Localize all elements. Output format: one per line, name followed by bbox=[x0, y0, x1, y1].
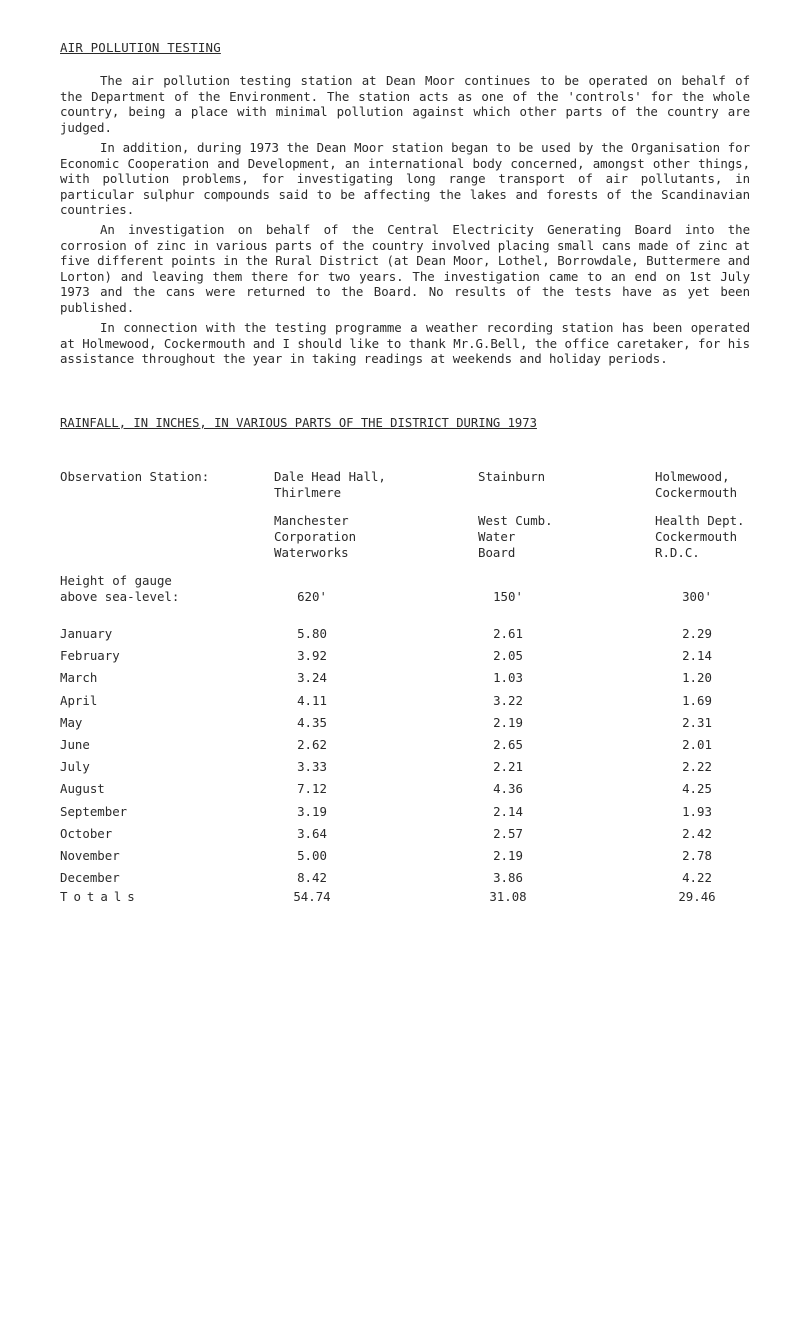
month-label: July bbox=[60, 759, 90, 774]
rainfall-value-station-2: 2.19 bbox=[493, 848, 523, 863]
rainfall-value-station-2: 2.57 bbox=[493, 826, 523, 841]
rainfall-value-station-2: 2.61 bbox=[493, 626, 523, 641]
rainfall-value-station-3: 1.93 bbox=[682, 804, 712, 819]
month-label: November bbox=[60, 848, 120, 863]
month-label: May bbox=[60, 715, 83, 730]
rainfall-value-station-3: 1.20 bbox=[682, 670, 712, 685]
station-1-owner-line2: Corporation bbox=[274, 529, 357, 544]
station-2-owner-line2: Water bbox=[478, 529, 516, 544]
section-heading: AIR POLLUTION TESTING bbox=[60, 40, 221, 55]
station-2-total: 31.08 bbox=[489, 889, 527, 904]
paragraph-dean-moor: The air pollution testing station at Dean Moor continues to be operated on behalf of the Department of the Environment. The station acts as one of the 'controls' for the whole country, being a place with minimal pollution against which other parts of the country are judged. bbox=[60, 73, 750, 135]
station-1-name: Dale Head Hall, bbox=[274, 469, 386, 484]
rainfall-value-station-2: 4.36 bbox=[493, 781, 523, 796]
rainfall-value-station-3: 2.14 bbox=[682, 648, 712, 663]
month-label: September bbox=[60, 804, 128, 819]
rainfall-value-station-3: 2.42 bbox=[682, 826, 712, 841]
month-label: December bbox=[60, 870, 120, 885]
station-3-height: 300' bbox=[682, 589, 712, 604]
rainfall-value-station-1: 3.24 bbox=[297, 670, 327, 685]
station-1-owner-line3: Waterworks bbox=[274, 545, 349, 560]
station-3-name-line2: Cockermouth bbox=[655, 485, 738, 500]
rainfall-value-station-2: 2.05 bbox=[493, 648, 523, 663]
station-1-height: 620' bbox=[297, 589, 327, 604]
rainfall-value-station-1: 2.62 bbox=[297, 737, 327, 752]
rainfall-value-station-2: 3.22 bbox=[493, 693, 523, 708]
station-3-name: Holmewood, bbox=[655, 469, 730, 484]
rainfall-value-station-3: 4.22 bbox=[682, 870, 712, 885]
station-2-owner-line3: Board bbox=[478, 545, 516, 560]
station-3-owner-line3: R.D.C. bbox=[655, 545, 700, 560]
rainfall-value-station-3: 1.69 bbox=[682, 693, 712, 708]
paragraph-weather-station: In connection with the testing programme a weather recording station has been operated at Holmewood, Cockermouth and I should like to thank Mr.G.Bell, the office caretaker, for his assistance throughout the year in taking readings at weekends and holiday periods. bbox=[60, 320, 750, 367]
month-label: October bbox=[60, 826, 113, 841]
rainfall-value-station-2: 2.21 bbox=[493, 759, 523, 774]
rainfall-value-station-1: 4.35 bbox=[297, 715, 327, 730]
station-2-name: Stainburn bbox=[478, 469, 546, 484]
station-1-total: 54.74 bbox=[293, 889, 331, 904]
rainfall-value-station-3: 2.29 bbox=[682, 626, 712, 641]
rainfall-value-station-1: 8.42 bbox=[297, 870, 327, 885]
totals-label: Totals bbox=[60, 889, 141, 904]
rainfall-value-station-1: 5.80 bbox=[297, 626, 327, 641]
rainfall-value-station-1: 3.92 bbox=[297, 648, 327, 663]
station-3-total: 29.46 bbox=[678, 889, 716, 904]
rainfall-value-station-2: 2.19 bbox=[493, 715, 523, 730]
rainfall-table-title: RAINFALL, IN INCHES, IN VARIOUS PARTS OF THE DISTRICT DURING 1973 bbox=[60, 416, 537, 430]
rainfall-value-station-3: 4.25 bbox=[682, 781, 712, 796]
rainfall-value-station-1: 5.00 bbox=[297, 848, 327, 863]
rainfall-value-station-2: 3.86 bbox=[493, 870, 523, 885]
station-3-owner-line2: Cockermouth bbox=[655, 529, 738, 544]
observation-station-label: Observation Station: bbox=[60, 469, 210, 484]
rainfall-value-station-2: 1.03 bbox=[493, 670, 523, 685]
rainfall-value-station-3: 2.78 bbox=[682, 848, 712, 863]
rainfall-value-station-3: 2.31 bbox=[682, 715, 712, 730]
month-label: February bbox=[60, 648, 120, 663]
rainfall-value-station-1: 3.33 bbox=[297, 759, 327, 774]
month-label: June bbox=[60, 737, 90, 752]
station-1-name-line2: Thirlmere bbox=[274, 485, 342, 500]
rainfall-value-station-2: 2.65 bbox=[493, 737, 523, 752]
station-1-owner-line1: Manchester bbox=[274, 513, 349, 528]
month-label: August bbox=[60, 781, 105, 796]
paragraph-zinc-investigation: An investigation on behalf of the Central Electricity Generating Board into the corrosion of zinc in various parts of the country involved placing small cans made of zinc at five different points in the Rural District (at Dean Moor, Lothel, Borrowdale, Buttermere and Lorton) and leaving them there for two years. The investigation came to an end on 1st July 1973 and the cans were returned to the Board. No results of the tests have as yet been published. bbox=[60, 222, 750, 315]
rainfall-value-station-1: 3.19 bbox=[297, 804, 327, 819]
month-label: January bbox=[60, 626, 113, 641]
paragraph-oecd: In addition, during 1973 the Dean Moor station began to be used by the Organisation for Economic Cooperation and Development, an international body concerned, amongst other things, with pollution problems, for investigating long range transport of air pollutants, in particular sulphur compounds said to be affecting the lakes and forests of the Scandinavian countries. bbox=[60, 140, 750, 218]
station-2-owner-line1: West Cumb. bbox=[478, 513, 553, 528]
month-label: March bbox=[60, 670, 98, 685]
month-label: April bbox=[60, 693, 98, 708]
rainfall-value-station-1: 4.11 bbox=[297, 693, 327, 708]
station-2-height: 150' bbox=[493, 589, 523, 604]
rainfall-value-station-2: 2.14 bbox=[493, 804, 523, 819]
station-3-owner-line1: Health Dept. bbox=[655, 513, 745, 528]
rainfall-value-station-3: 2.01 bbox=[682, 737, 712, 752]
height-label-line2: above sea-level: bbox=[60, 589, 180, 604]
rainfall-value-station-1: 7.12 bbox=[297, 781, 327, 796]
rainfall-value-station-3: 2.22 bbox=[682, 759, 712, 774]
height-label-line1: Height of gauge bbox=[60, 573, 172, 588]
rainfall-value-station-1: 3.64 bbox=[297, 826, 327, 841]
